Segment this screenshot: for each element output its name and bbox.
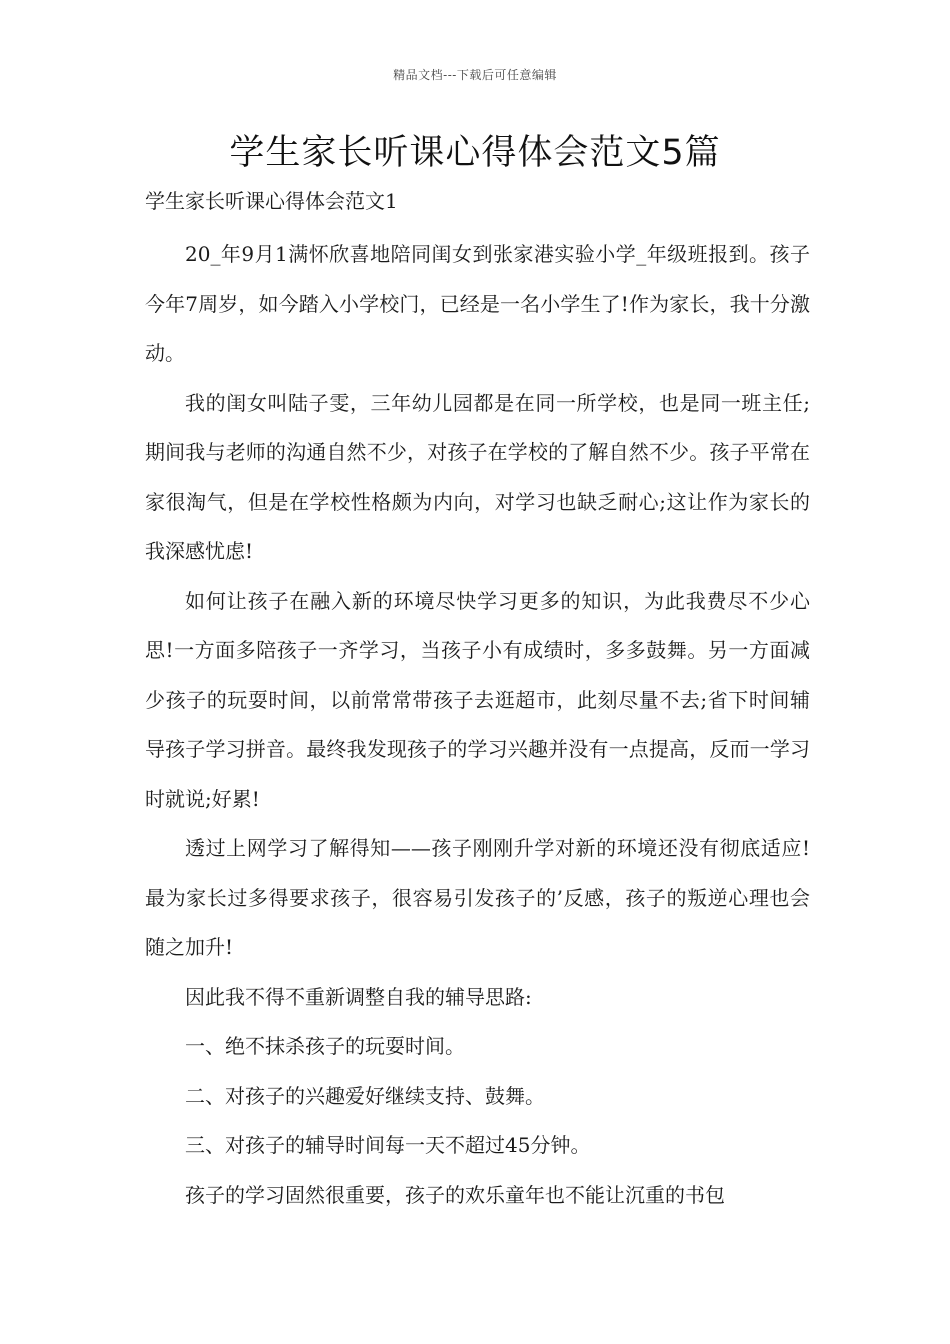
paragraph: 20_年9月1满怀欣喜地陪同闺女到张家港实验小学_年级班报到。孩子今年7周岁，如今踏入小学校门，已经是一名小学生了!作为家长，我十分激动。 [145, 242, 810, 365]
paragraph: 因此我不得不重新调整自我的辅导思路: [185, 984, 532, 1009]
document-body [145, 230, 810, 1220]
header-note: 精品文档---下载后可任意编辑 [393, 68, 557, 82]
paragraph: 孩子的学习固然很重要，孩子的欢乐童年也不能让沉重的书包 [185, 1182, 725, 1207]
paragraph: 我的闺女叫陆子雯，三年幼儿园都是在同一所学校，也是同一班主任;期间我与老师的沟通自然不少，对孩子在学校的了解自然不少。孩子平常在家很淘气，但是在学校性格颇为内向，对学习也缺乏耐心;这让作为家长的我深感忧虑! [145, 390, 810, 563]
list-item: 一、绝不抹杀孩子的玩耍时间。 [185, 1034, 465, 1058]
list-item: 二、对孩子的兴趣爱好继续支持、鼓舞。 [185, 1083, 545, 1108]
section-subtitle: 学生家长听课心得体会范文1 [145, 189, 398, 213]
document-title: 学生家长听课心得体会范文5篇 [229, 133, 721, 173]
paragraph: 透过上网学习了解得知——孩子刚刚升学对新的环境还没有彻底适应!最为家长过多得要求孩子，很容易引发孩子的’反感，孩子的叛逆心理也会随之加升! [145, 836, 810, 959]
list-item: 三、对孩子的辅导时间每一天不超过45分钟。 [185, 1133, 591, 1157]
paragraph: 如何让孩子在融入新的环境尽快学习更多的知识，为此我费尽不少心思!一方面多陪孩子一齐学习，当孩子小有成绩时，多多鼓舞。另一方面减少孩子的玩耍时间，以前常常带孩子去逛超市，此刻尽量不去;省下时间辅导孩子学习拼音。最终我发现孩子的学习兴趣并没有一点提高，反而一学习时就说;好累! [145, 588, 810, 811]
